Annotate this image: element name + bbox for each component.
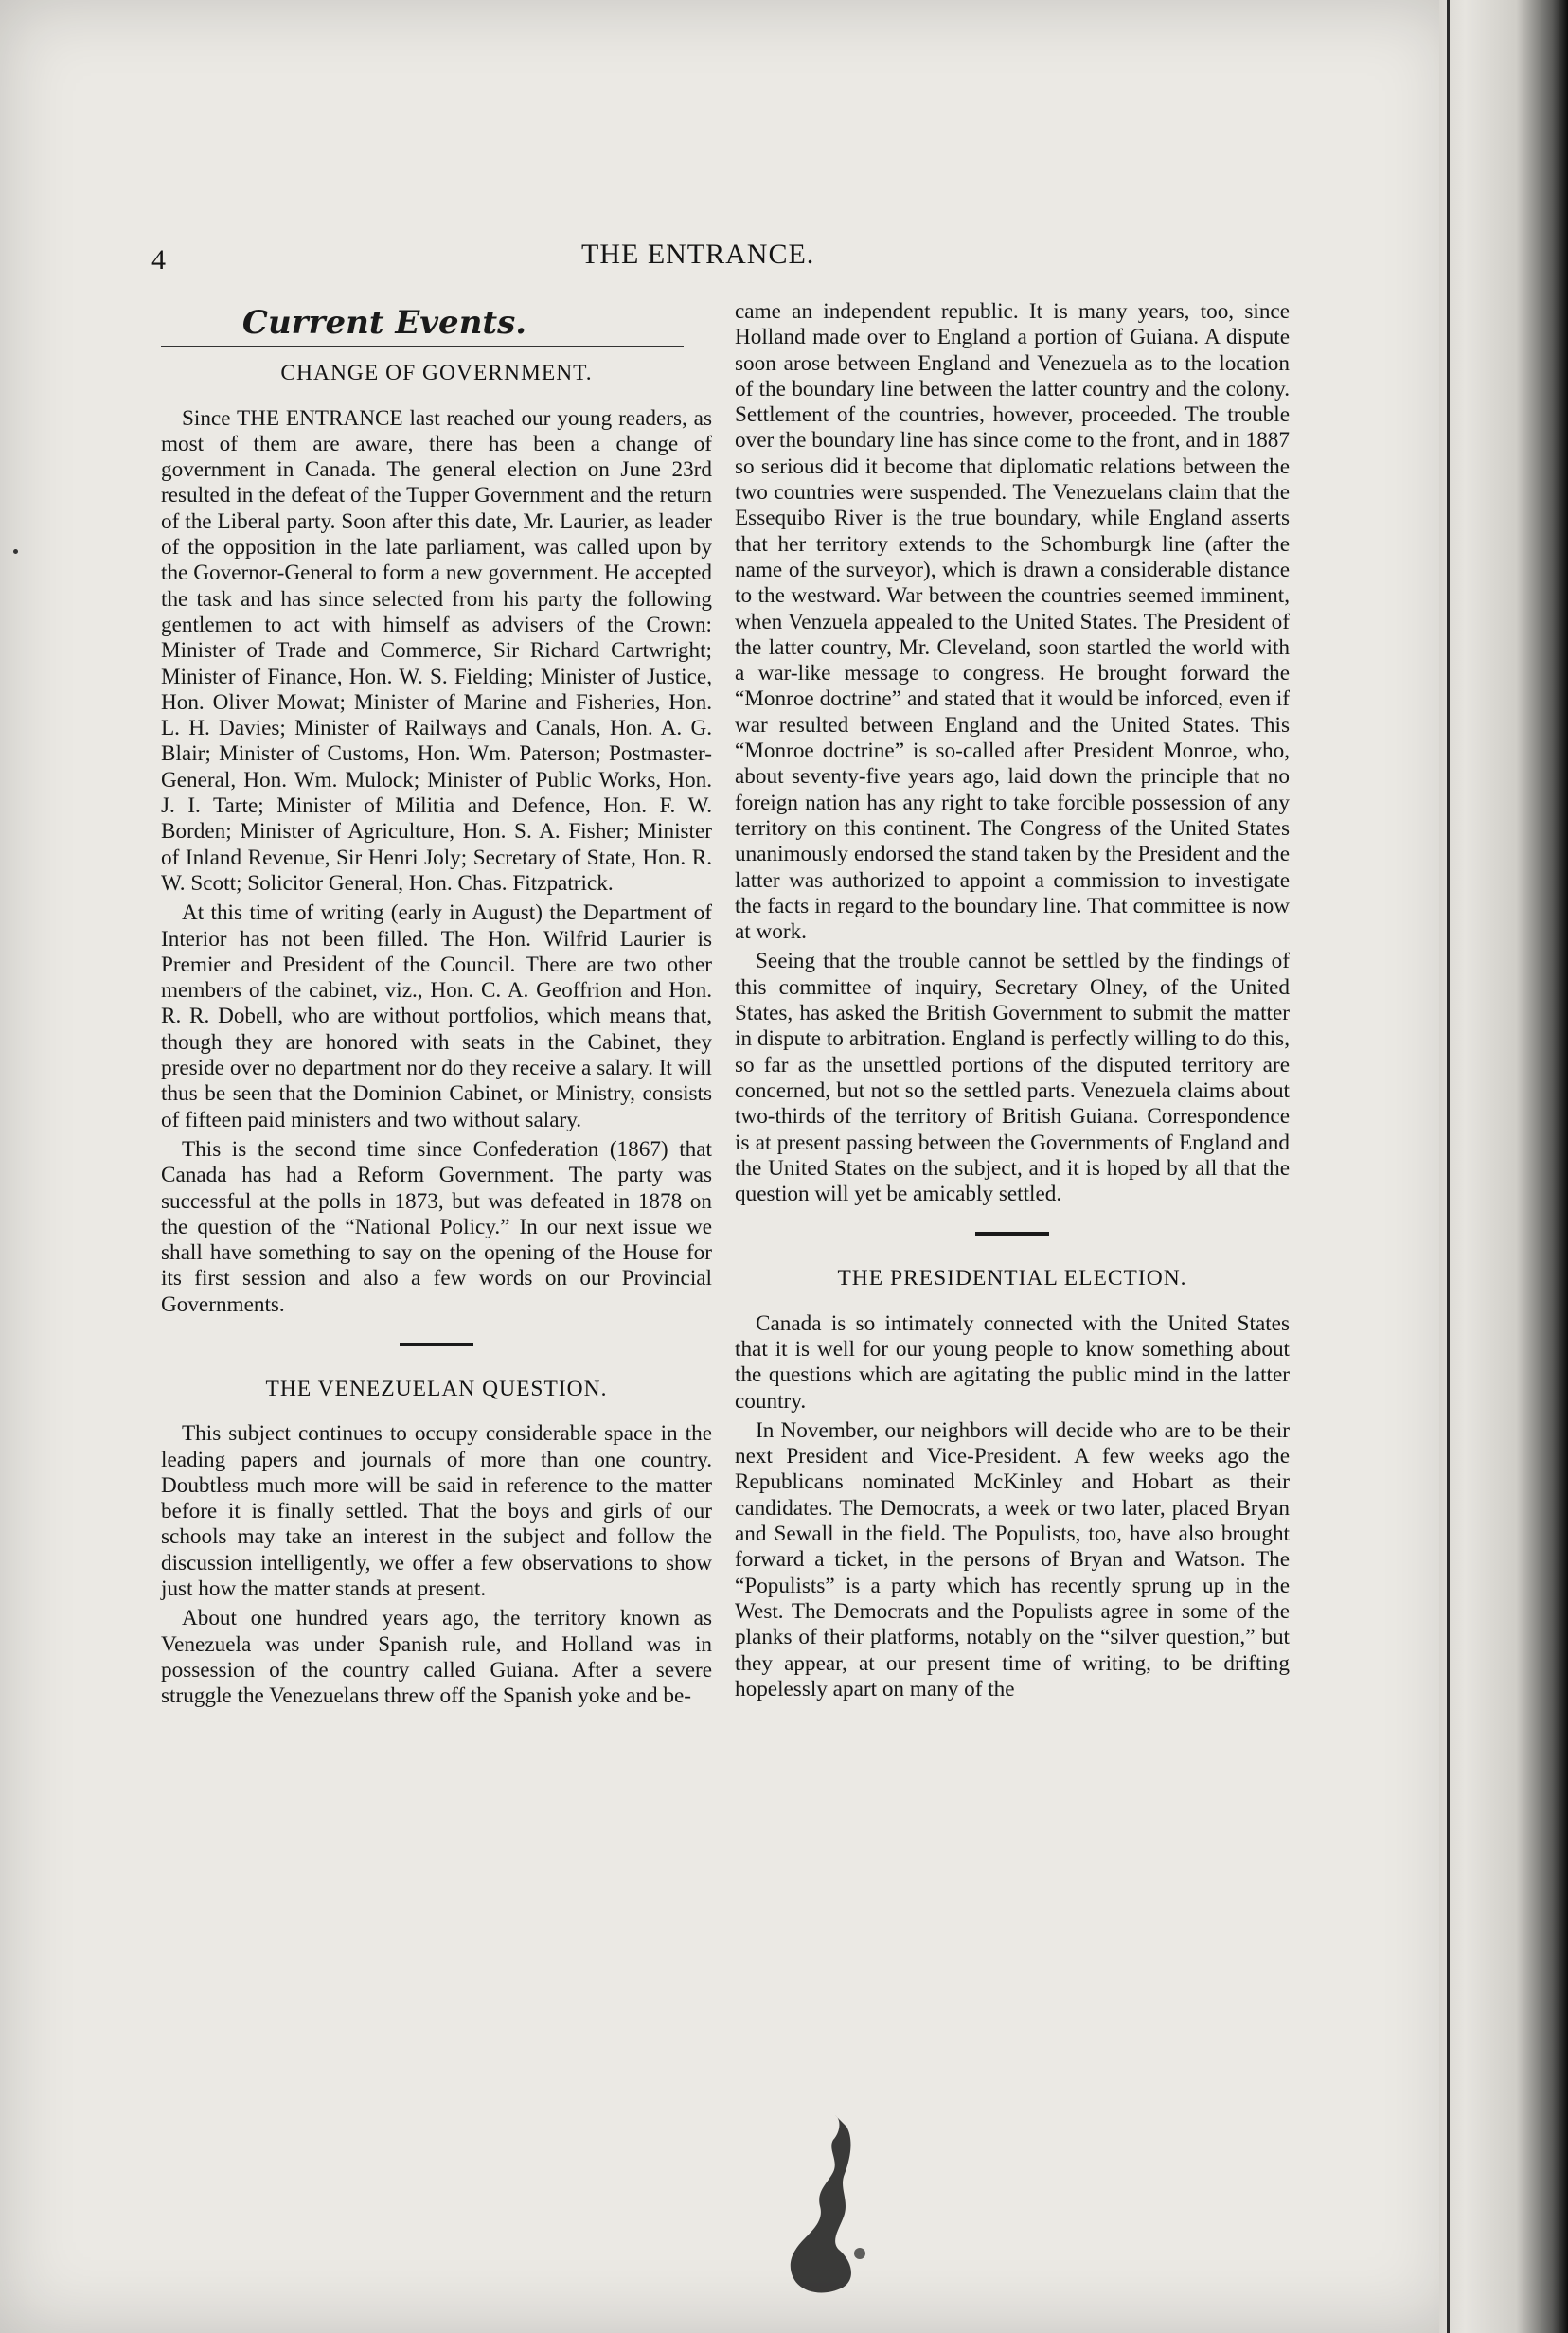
article-paragraph: Since THE ENTRANCE last reached our young readers, as most of them are aware, there has been a change of government in Canada. The general election on June 23rd resulted in the defeat of the Tupper Government and the return of the Liberal party. Soon after this date, Mr. Laurier, as leader of the opposition in the late parliament, was called upon by the Governor-General to form a new government. He accepted the task and has since selected from his party the following gentlemen to act with himself as advisers of the Crown: Minister of Trade and Commerce, Sir Richard Cartwright; Minister of Finance, Hon. W. S. Fielding; Minister of Justice, Hon. Oliver Mowat; Minister of Marine and Fisheries, Hon. L. H. Davies; Minister of Railways and Canals, Hon. A. G. Blair; Minister of Customs, Hon. Wm. Paterson; Postmaster-General, Hon. Wm. Mulock; Minister of Public Works, Hon. J. I. Tarte; Minister of Militia and Defence, Hon. F. W. Borden; Minister of Agriculture, Hon. S. A. Fisher; Minister of Inland Revenue, Sir Henri Joly; Secretary of State, Hon. R. W. Scott; Solicitor General, Hon. Chas. Fitzpatrick.	[161, 405, 712, 896]
page-number: 4	[151, 244, 166, 276]
next-page-edge	[1439, 0, 1568, 2333]
section-rule	[161, 346, 684, 347]
ink-stain	[776, 2111, 881, 2301]
article-paragraph-continuation: came an independent republic. It is many years, too, since Holland made over to England a portion of Guiana. A dispute soon arose between England and Venezuela as to the location of the boundary line between the latter country and the colony. Settlement of the countries, however, proceeded. The trouble over the boundary line has since come to the front, and in 1887 so serious did it become that diplomatic relations between the two countries were suspended. The Venezuelans claim that the Essequibo River is the true boundary, while England asserts that her territory extends to the Schomburgk line (after the name of the surveyor), which is drawn a considerable distance to the westward. War between the countries seemed imminent, when Venzuela appealed to the United States. The President of the latter country, Mr. Cleveland, soon startled the world with a war-like message to congress. He brought forward the “Monroe doctrine” and stated that it would be inforced, even if war resulted between England and the United States. This “Monroe doctrine” is so-called after President Monroe, who, about seventy-five years ago, laid down the principle that no foreign nation has any right to take forcible possession of any territory on this continent. The Congress of the United States unanimously endorsed the stand taken by the President and the latter was authorized to appoint a commission to investigate the facts in regard to the boundary line. That committee is now at work.	[735, 299, 1290, 945]
article-paragraph: This subject continues to occupy considerable space in the leading papers and journals of more than one country. Doubtless much more will be said in reference to the matter before it is finally settled. That the boys and girls of our schools may take an interest in the subject and follow the discussion intelligently, we offer a few observations to show just how the matter stands at present.	[161, 1421, 712, 1602]
section-title: Current Events.	[241, 304, 527, 342]
article-heading-venezuelan-question: THE VENEZUELAN QUESTION.	[265, 1376, 608, 1401]
article-paragraph: This is the second time since Confederation (1867) that Canada has had a Reform Government. The party was successful at the polls in 1873, but was defeated in 1878 on the question of the “National Policy.” In our next issue we shall have something to say on the opening of the House for its first session and also a few words on our Provincial Governments.	[161, 1136, 712, 1317]
article-paragraph: In November, our neighbors will decide who are to be their next President and Vice-President. A few weeks ago the Republicans nominated McKinley and Hobart as their candidates. The Democrats, a week or two later, placed Bryan and Sewall in the field. The Populists, too, have also brought forward a ticket, in the persons of Bryan and Watson. The “Populists” is a party which has recently sprung up in the West. The Democrats and the Populists agree in some of the planks of their platforms, notably on the “silver question,” but they appear, at our present time of writing, to be drifting hopelessly apart on many of the	[735, 1417, 1290, 1701]
page-fold-line	[1447, 0, 1450, 2333]
article-separator	[975, 1232, 1049, 1236]
article-separator	[400, 1343, 473, 1346]
article-heading-change-of-government: CHANGE OF GOVERNMENT.	[280, 361, 593, 386]
article-paragraph: Seeing that the trouble cannot be settled by the findings of this committee of inquiry, Secretary Olney, of the United States, has asked the British Government to submit the matter in dispute to arbitration. England is perfectly willing to do this, so far as the unsettled portions of the disputed territory are concerned, but not so the settled parts. Venezuela claims about two-thirds of the territory of British Guiana. Correspondence is at present passing between the Governments of England and the United States on the subject, and it is hoped by all that the question will yet be amicably settled.	[735, 949, 1290, 1207]
article-paragraph: Canada is so intimately connected with the United States that it is well for our young people to know something about the questions which are agitating the public mind in the latter country.	[735, 1310, 1290, 1414]
margin-speck	[13, 549, 18, 554]
right-column	[735, 299, 1290, 1706]
left-column	[161, 299, 712, 1714]
article-paragraph: At this time of writing (early in August) the Department of Interior has not been filled. The Hon. Wilfrid Laurier is Premier and President of the Council. There are two other members of the cabinet, viz., Hon. C. A. Geoffrion and Hon. R. R. Dobell, who are without portfolios, which means that, though they are honored with seats in the Cabinet, they preside over no department nor do they receive a salary. It will thus be seen that the Dominion Cabinet, or Ministry, consists of fifteen paid ministers and two without salary.	[161, 900, 712, 1132]
article-heading-presidential-election: THE PRESIDENTIAL ELECTION.	[837, 1266, 1187, 1291]
running-title: THE ENTRANCE.	[581, 239, 815, 270]
article-paragraph-continued: About one hundred years ago, the territory known as Venezuela was under Spanish rule, and Holland was in possession of the country called Guiana. After a severe struggle the Venezuelans threw off the Spanish yoke and be-	[161, 1606, 712, 1709]
